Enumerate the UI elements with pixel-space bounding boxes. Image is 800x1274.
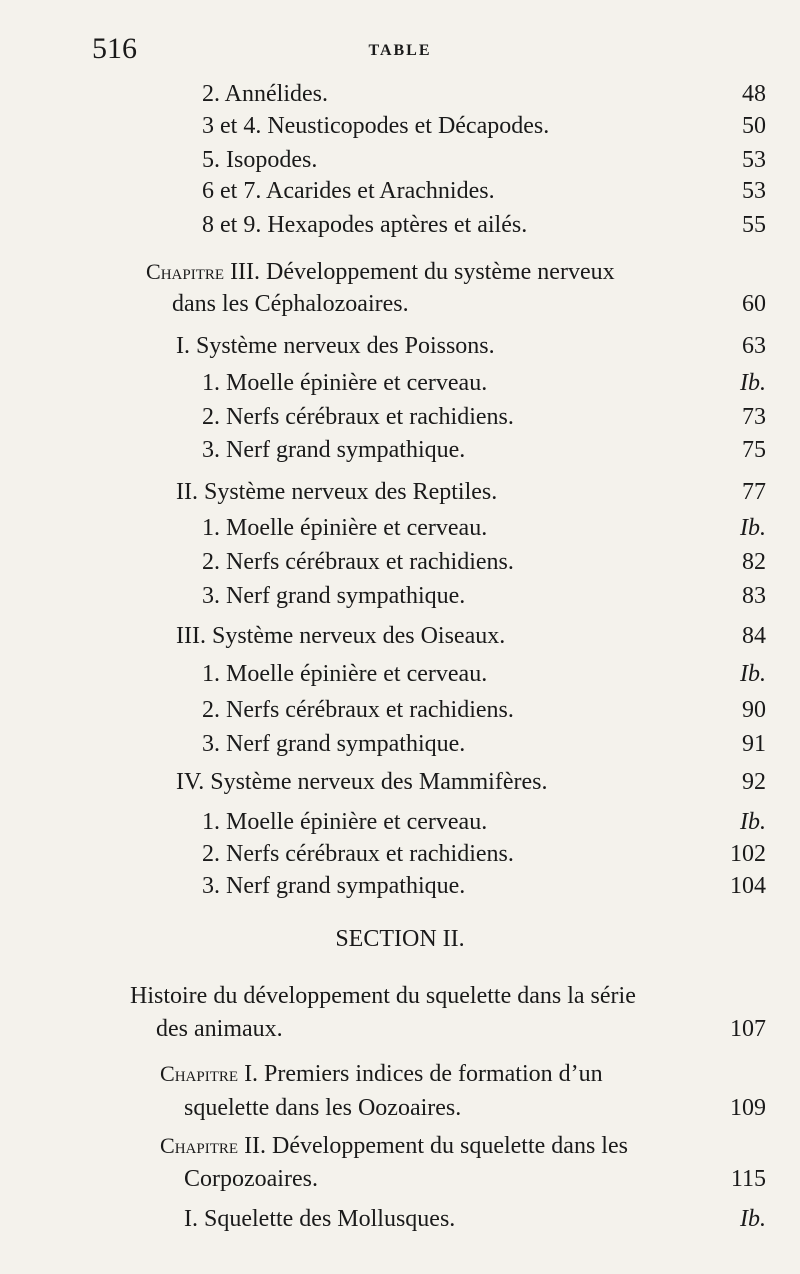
toc-entry: dans les Céphalozoaires. 60 [0, 288, 800, 324]
toc-page: 53 [742, 178, 766, 204]
toc-page: 84 [742, 623, 766, 649]
section-heading: SECTION II. [335, 926, 465, 952]
toc-entry: Corpozoaires. 115 [0, 1163, 800, 1199]
toc-entry: 2. Nerfs cérébraux et rachidiens. 90 [0, 694, 800, 730]
toc-entry: 2. Annélides. 48 [0, 78, 800, 114]
toc-entry: 3. Nerf grand sympathique. 104 [0, 870, 800, 906]
toc-entry: 3. Nerf grand sympathique. 91 [0, 728, 800, 764]
toc-page: 91 [742, 731, 766, 757]
toc-page: 107 [730, 1016, 766, 1042]
chapter-label: Chapitre [160, 1133, 239, 1158]
toc-entry: III. Système nerveux des Oiseaux. 84 [0, 620, 800, 656]
toc-page: 75 [742, 437, 766, 463]
toc-entry: squelette dans les Oozoaires. 109 [0, 1092, 800, 1128]
toc-page: 92 [742, 769, 766, 795]
chapter-title: II. Développement du squelette dans les [244, 1133, 628, 1159]
toc-page: 48 [742, 81, 766, 107]
toc-page: Ib. [740, 661, 766, 687]
toc-page: Ib. [740, 1206, 766, 1232]
toc-page: 102 [730, 841, 766, 867]
chapter-title: I. Premiers indices de formation d’un [244, 1061, 603, 1087]
toc-page: 63 [742, 333, 766, 359]
running-title: TABLE [368, 42, 432, 59]
toc-entry: Histoire du développement du squelette dans la série [130, 983, 636, 1009]
toc-entry: II. Système nerveux des Reptiles. 77 [0, 476, 800, 512]
toc-entry: IV. Système nerveux des Mammifères. 92 [0, 766, 800, 802]
toc-entry: 2. Nerfs cérébraux et rachidiens. 102 [0, 838, 800, 874]
toc-entry: 3. Nerf grand sympathique. 83 [0, 580, 800, 616]
toc-entry: 1. Moelle épinière et cerveau. Ib. [0, 512, 800, 548]
chapter-title: III. Développement du système nerveux [230, 259, 615, 285]
toc-page: 115 [730, 1166, 766, 1192]
toc-entry: 1. Moelle épinière et cerveau. Ib. [0, 806, 800, 842]
toc-page: 83 [742, 583, 766, 609]
toc-entry: 6 et 7. Acarides et Arachnides. 53 [0, 175, 800, 211]
toc-entry: 2. Nerfs cérébraux et rachidiens. 82 [0, 546, 800, 582]
toc-entry: 2. Nerfs cérébraux et rachidiens. 73 [0, 401, 800, 437]
chapter-label: Chapitre [146, 259, 225, 284]
toc-entry: des animaux. 107 [0, 1013, 800, 1049]
chapter-heading [0, 1058, 800, 1094]
page-header [0, 30, 800, 80]
toc-page: Ib. [740, 370, 766, 396]
page-number: 516 [92, 32, 137, 65]
toc-page: 82 [742, 549, 766, 575]
toc-entry: 3 et 4. Neusticopodes et Décapodes. 50 [0, 110, 800, 146]
toc-page: 73 [742, 404, 766, 430]
chapter-heading [0, 1130, 800, 1166]
chapter-label: Chapitre [160, 1061, 239, 1086]
toc-entry: 8 et 9. Hexapodes aptères et ailés. 55 [0, 209, 800, 245]
toc-page: Ib. [740, 515, 766, 541]
toc-page: Ib. [740, 809, 766, 835]
toc-entry: I. Squelette des Mollusques. Ib. [0, 1203, 800, 1239]
toc-page: 60 [742, 291, 766, 317]
toc-entry: 5. Isopodes. 53 [0, 144, 800, 180]
toc-page: 77 [742, 479, 766, 505]
toc-page: 90 [742, 697, 766, 723]
toc-entry: 1. Moelle épinière et cerveau. Ib. [0, 658, 800, 694]
toc-page: 53 [742, 147, 766, 173]
toc-entry: 3. Nerf grand sympathique. 75 [0, 434, 800, 470]
toc-page: 55 [742, 212, 766, 238]
toc-entry: 1. Moelle épinière et cerveau. Ib. [0, 367, 800, 403]
toc-page: 109 [730, 1095, 766, 1121]
toc-page: 104 [730, 873, 766, 899]
toc-entry: I. Système nerveux des Poissons. 63 [0, 330, 800, 366]
toc-page: 50 [742, 113, 766, 139]
chapter-heading [0, 256, 800, 292]
